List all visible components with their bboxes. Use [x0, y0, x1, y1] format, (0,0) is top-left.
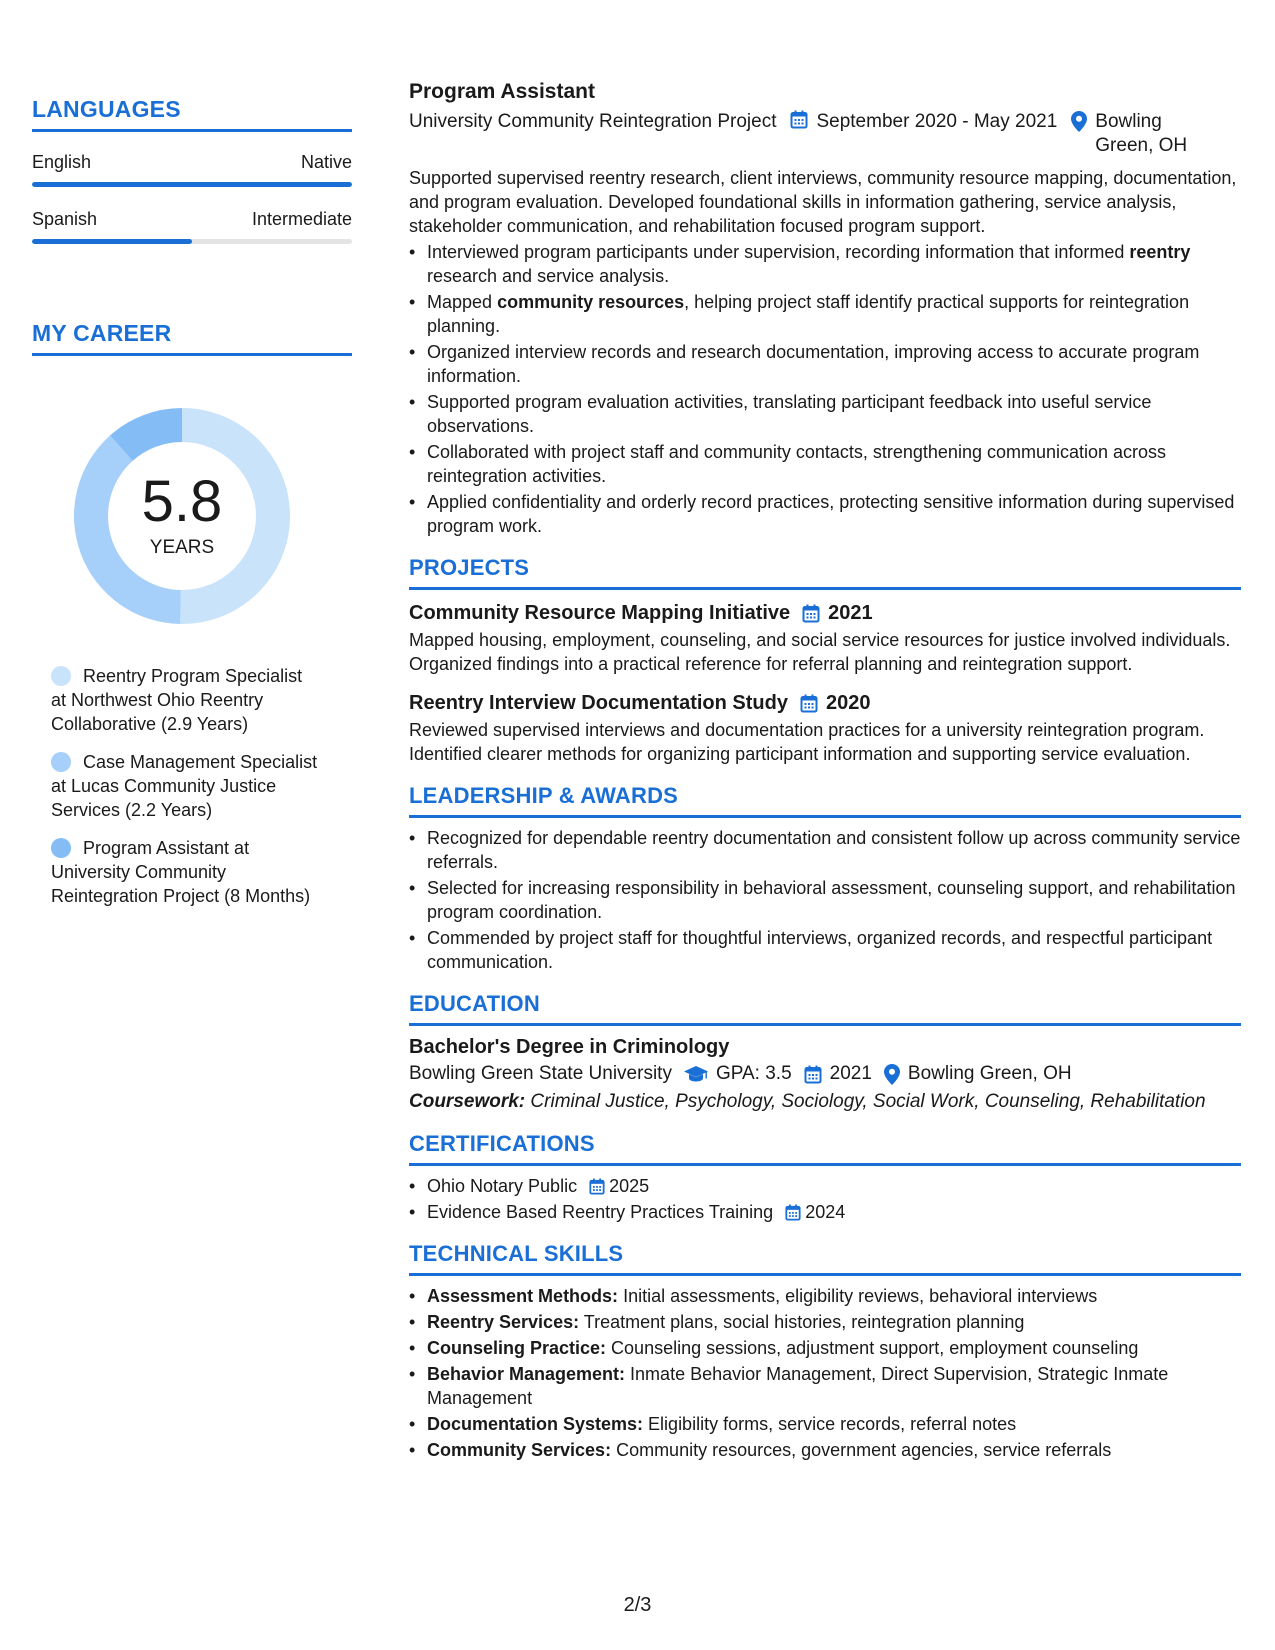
location-pin-icon	[1071, 111, 1087, 132]
list-item: • Behavior Management: Inmate Behavior Management, Direct Supervision, Strategic Inmate Management	[409, 1362, 1241, 1410]
list-item: • Reentry Services: Treatment plans, social histories, reintegration planning	[409, 1310, 1241, 1334]
language-level: Native	[300, 152, 352, 172]
job-title: Program Assistant	[409, 80, 595, 103]
leadership-bullets	[409, 826, 1241, 974]
language-item	[32, 152, 352, 187]
list-item: • Community Services: Community resources, government agencies, service referrals	[409, 1438, 1241, 1462]
projects-heading: PROJECTS	[409, 555, 530, 580]
language-proficiency-fill	[32, 239, 192, 244]
languages-rule	[32, 129, 352, 132]
legend-text: Program Assistant at University Community Reintegration Project (8 Months)	[51, 838, 311, 906]
language-proficiency-fill	[32, 182, 352, 187]
calendar-icon	[800, 694, 818, 713]
education-section	[409, 992, 1241, 1114]
list-item: • Counseling Practice: Counseling sessions, adjustment support, employment counseling	[409, 1336, 1241, 1360]
cert-name: • Evidence Based Reentry Practices Training	[427, 1202, 774, 1222]
project-description: Reviewed supervised interviews and documentation practices for a university reintegration program. Identified clearer methods for organizing participant information and supporting service evaluation.	[409, 720, 1205, 764]
location-pin-icon	[884, 1064, 900, 1085]
language-name: Spanish	[32, 209, 98, 229]
cert-name: • Ohio Notary Public	[427, 1176, 578, 1196]
job-summary: Supported supervised reentry research, client interviews, community resource mapping, documentation, and program evaluation. Developed foundational skills in information gathering, service analysis, stakeholder communication, and rehabilitation focused program support.	[409, 168, 1237, 236]
legend-item	[51, 836, 321, 908]
career-rule	[32, 353, 352, 356]
legend-item	[51, 750, 321, 822]
project-title	[409, 600, 1241, 626]
list-item	[409, 1200, 1241, 1224]
right-column	[409, 78, 1241, 1464]
languages-heading: LANGUAGES	[32, 96, 181, 122]
skills-rule	[409, 1273, 1241, 1276]
career-legend	[32, 664, 352, 908]
skills-section	[409, 1242, 1241, 1462]
coursework	[409, 1090, 1241, 1114]
legend-dot	[51, 666, 71, 686]
career-total-unit: YEARS	[149, 537, 215, 558]
degree-title: Bachelor's Degree in Criminology	[409, 1036, 730, 1058]
list-item: • Assessment Methods: Initial assessments, eligibility reviews, behavioral interviews	[409, 1284, 1241, 1308]
leadership-rule	[409, 815, 1241, 818]
project-year: 2020	[825, 692, 871, 714]
page-number: 2/3	[623, 1594, 652, 1616]
leadership-section	[409, 784, 1241, 974]
skills-list	[409, 1284, 1241, 1462]
list-item: • Selected for increasing responsibility in behavioral assessment, counseling support, and rehabilitation program coordination.	[409, 876, 1241, 924]
list-item: • Collaborated with project staff and community contacts, strengthening communication across reintegration activities.	[409, 440, 1241, 488]
list-item: • Mapped community resources, helping project staff identify practical supports for reintegration planning.	[409, 290, 1241, 338]
job-bullets	[409, 240, 1241, 538]
graduation-cap-icon	[684, 1065, 708, 1083]
calendar-icon	[785, 1204, 801, 1221]
projects-section	[409, 556, 1241, 766]
project-name: Reentry Interview Documentation Study	[409, 692, 788, 714]
education-meta	[409, 1062, 1241, 1086]
certifications-list	[409, 1174, 1241, 1224]
coursework-label: Coursework:	[409, 1091, 526, 1112]
language-proficiency-bar	[32, 182, 352, 187]
language-proficiency-bar	[32, 239, 352, 244]
project-year: 2021	[828, 602, 873, 624]
leadership-heading: LEADERSHIP & AWARDS	[409, 783, 679, 808]
coursework-list: Criminal Justice, Psychology, Sociology, Social Work, Counseling, Rehabilitation	[525, 1091, 1206, 1112]
job-dates: September 2020 - May 2021	[816, 111, 1058, 132]
project-title	[409, 690, 1241, 716]
list-item: • Commended by project staff for thoughtful interviews, organized records, and respectful participant communication.	[409, 926, 1241, 974]
calendar-icon	[589, 1178, 605, 1195]
skills-heading: TECHNICAL SKILLS	[409, 1241, 624, 1266]
cert-year: 2025	[609, 1176, 650, 1196]
job-location: Bowling Green, OH	[1095, 111, 1188, 156]
education-gpa: GPA: 3.5	[715, 1063, 792, 1084]
list-item: • Documentation Systems: Eligibility forms, service records, referral notes	[409, 1412, 1241, 1436]
left-column	[32, 96, 352, 922]
list-item: • Recognized for dependable reentry documentation and consistent follow up across community service referrals.	[409, 826, 1241, 874]
career-total-years: 5.8	[141, 469, 223, 534]
career-heading: MY CAREER	[32, 320, 172, 346]
legend-text: Case Management Specialist at Lucas Community Justice Services (2.2 Years)	[51, 752, 318, 820]
legend-dot	[51, 838, 71, 858]
projects-rule	[409, 587, 1241, 590]
legend-dot	[51, 752, 71, 772]
job-meta	[409, 110, 1241, 158]
list-item: • Organized interview records and research documentation, improving access to accurate program information.	[409, 340, 1241, 388]
list-item: • Interviewed program participants under supervision, recording information that informed reentry research and service analysis.	[409, 240, 1241, 288]
certifications-rule	[409, 1163, 1241, 1166]
list-item	[409, 1174, 1241, 1198]
legend-item	[51, 664, 321, 736]
project-description: Mapped housing, employment, counseling, and social service resources for justice involved individuals. Organized findings into a practical reference for referral planning and reintegration support.	[409, 630, 1231, 674]
calendar-icon	[804, 1065, 822, 1084]
certifications-section	[409, 1132, 1241, 1224]
calendar-icon	[802, 604, 820, 623]
language-name: English	[32, 152, 92, 172]
list-item: • Supported program evaluation activities, translating participant feedback into useful service observations.	[409, 390, 1241, 438]
list-item: • Applied confidentiality and orderly record practices, protecting sensitive information during supervised program work.	[409, 490, 1241, 538]
legend-text: Reentry Program Specialist at Northwest Ohio Reentry Collaborative (2.9 Years)	[51, 666, 303, 734]
calendar-icon	[790, 110, 808, 129]
career-donut-chart	[66, 400, 298, 632]
education-year: 2021	[829, 1063, 872, 1084]
project-name: Community Resource Mapping Initiative	[409, 602, 791, 624]
school-name: Bowling Green State University	[409, 1063, 672, 1084]
cert-year: 2024	[805, 1202, 846, 1222]
certifications-heading: CERTIFICATIONS	[409, 1131, 595, 1156]
education-location: Bowling Green, OH	[907, 1063, 1072, 1084]
education-heading: EDUCATION	[409, 991, 540, 1016]
education-rule	[409, 1023, 1241, 1026]
language-item	[32, 209, 352, 244]
job-organization: University Community Reintegration Project	[409, 111, 777, 132]
language-level: Intermediate	[251, 209, 352, 229]
